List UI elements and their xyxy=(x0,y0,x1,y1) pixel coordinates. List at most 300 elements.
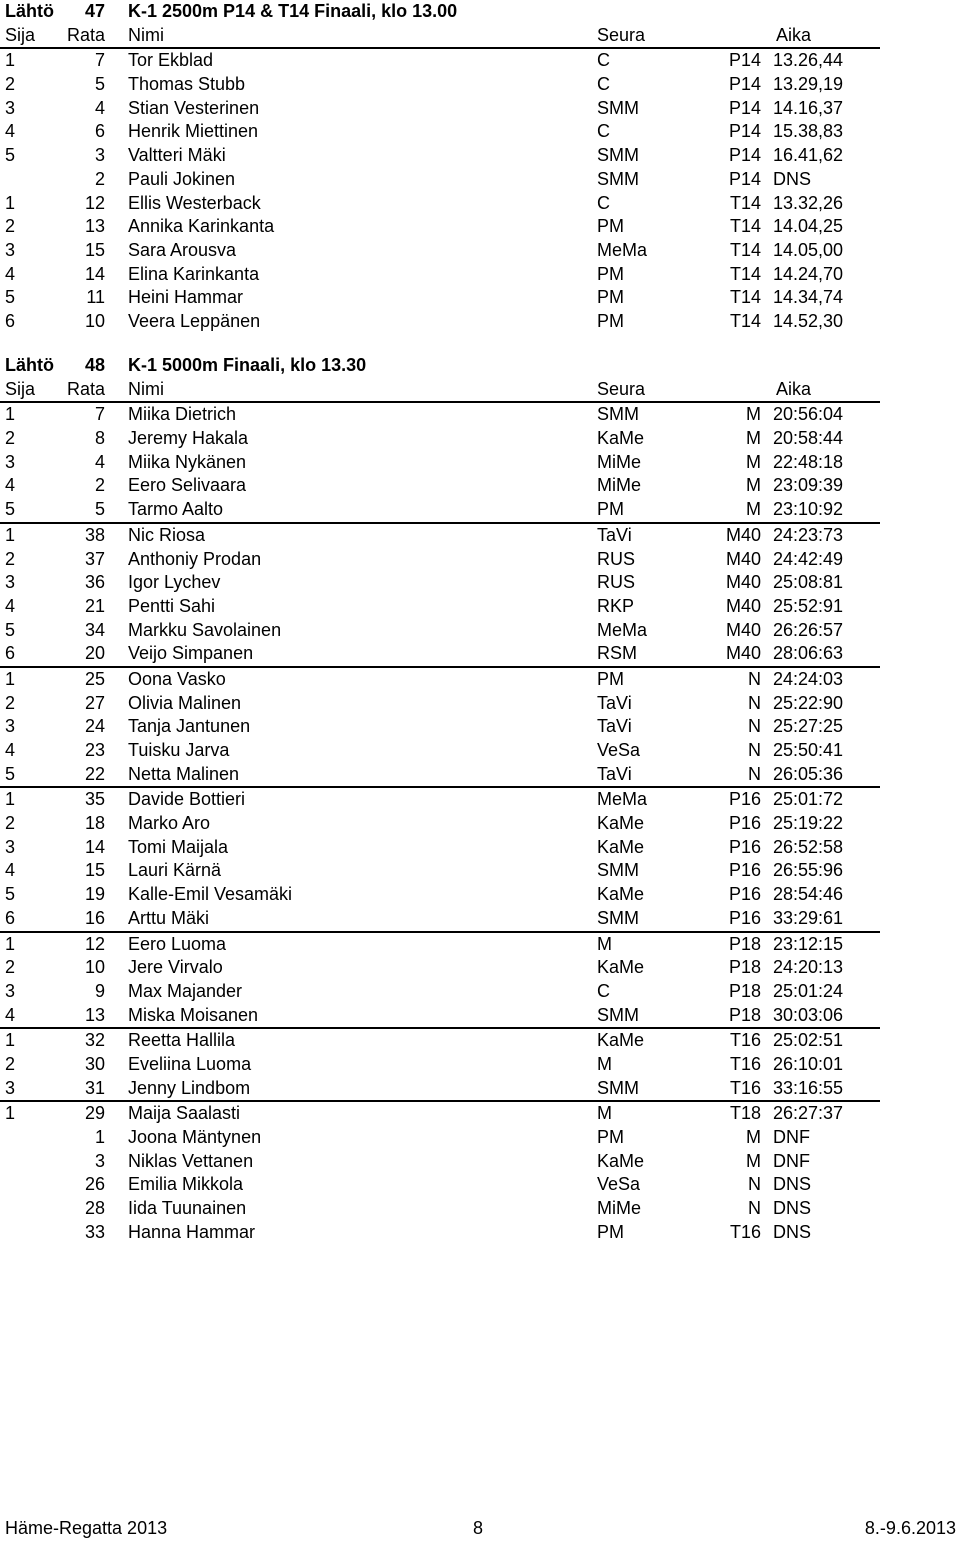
header-rata: Rata xyxy=(66,378,105,399)
cell-class: N xyxy=(748,692,761,713)
cell-rata: 28 xyxy=(84,1198,105,1219)
cell-class: P14 xyxy=(728,121,761,142)
cell-aika: 25:02:51 xyxy=(773,1030,844,1051)
cell-sija: 5 xyxy=(5,763,16,784)
cell-class: N xyxy=(748,763,761,784)
cell-seura: SMM xyxy=(597,168,639,189)
cell-class: P18 xyxy=(728,980,761,1001)
cell-rata: 10 xyxy=(84,957,105,978)
cell-nimi: Oona Vasko xyxy=(128,668,226,689)
cell-class: P14 xyxy=(728,168,761,189)
cell-seura: MiMe xyxy=(597,451,641,472)
cell-seura: TaVi xyxy=(597,716,632,737)
cell-class: P16 xyxy=(728,907,761,928)
cell-class: N xyxy=(748,716,761,737)
cell-class: T14 xyxy=(729,287,761,308)
lahto-label: Lähtö xyxy=(5,1,54,21)
table-row xyxy=(0,1102,880,1126)
cell-seura: MiMe xyxy=(597,475,641,496)
cell-sija: 5 xyxy=(5,499,16,520)
table-row xyxy=(0,1197,880,1221)
cell-aika: 22:48:18 xyxy=(773,451,844,472)
cell-sija: 4 xyxy=(5,121,16,142)
cell-class: M40 xyxy=(725,548,761,569)
cell-aika: DNF xyxy=(773,1127,810,1147)
cell-nimi: Hanna Hammar xyxy=(128,1221,256,1242)
cell-aika: DNS xyxy=(773,168,812,189)
cell-class: P16 xyxy=(728,789,761,810)
cell-nimi: Thomas Stubb xyxy=(128,74,246,95)
cell-seura: C xyxy=(597,50,610,71)
cell-rata: 4 xyxy=(94,451,105,472)
table-row xyxy=(0,571,880,595)
cell-sija: 2 xyxy=(5,428,16,449)
cell-class: P18 xyxy=(728,957,761,978)
table-row xyxy=(0,595,880,619)
cell-seura: VeSa xyxy=(597,740,641,760)
cell-seura: C xyxy=(597,74,610,95)
header-sija: Sija xyxy=(5,378,36,399)
race-title: K-1 2500m P14 & T14 Finaali, klo 13.00 xyxy=(128,1,458,21)
cell-aika: 13.26,44 xyxy=(773,50,844,71)
cell-nimi: Valtteri Mäki xyxy=(128,145,226,166)
cell-class: P14 xyxy=(728,50,761,71)
cell-aika: 14.34,74 xyxy=(773,287,844,308)
cell-nimi: Miika Dietrich xyxy=(128,404,237,425)
cell-nimi: Sara Arousva xyxy=(128,239,237,260)
cell-sija: 1 xyxy=(5,668,16,689)
cell-class: N xyxy=(748,1198,761,1219)
cell-nimi: Davide Bottieri xyxy=(128,789,246,810)
cell-sija: 3 xyxy=(5,451,16,472)
cell-aika: DNS xyxy=(773,1198,812,1219)
cell-class: P16 xyxy=(728,860,761,881)
cell-nimi: Iida Tuunainen xyxy=(128,1198,247,1219)
cell-sija: 2 xyxy=(5,1053,16,1074)
cell-class: M40 xyxy=(725,572,761,593)
table-row xyxy=(0,788,880,812)
cell-class: P14 xyxy=(728,145,761,166)
cell-rata: 7 xyxy=(94,404,105,425)
cell-rata: 22 xyxy=(84,763,105,784)
table-row xyxy=(0,239,880,263)
table-row xyxy=(0,120,880,144)
cell-seura: PM xyxy=(597,1127,624,1147)
table-row xyxy=(0,859,880,883)
table-row xyxy=(0,836,880,860)
cell-seura: PM xyxy=(597,310,624,331)
cell-rata: 31 xyxy=(84,1077,105,1098)
cell-class: T14 xyxy=(729,310,761,331)
cell-rata: 4 xyxy=(94,97,105,118)
cell-sija: 4 xyxy=(5,475,16,496)
cell-seura: M xyxy=(597,1103,612,1124)
cell-aika: 25:27:25 xyxy=(773,716,844,737)
cell-seura: SMM xyxy=(597,97,639,118)
table-row xyxy=(0,619,880,643)
cell-aika: 25:22:90 xyxy=(773,692,844,713)
cell-aika: 14.05,00 xyxy=(773,239,844,260)
cell-rata: 13 xyxy=(84,216,105,237)
cell-sija: 2 xyxy=(5,813,16,834)
race-title-row xyxy=(0,354,880,378)
cell-nimi: Eveliina Luoma xyxy=(128,1053,252,1074)
cell-sija: 6 xyxy=(5,643,16,664)
cell-nimi: Emilia Mikkola xyxy=(128,1174,244,1195)
cell-seura: KaMe xyxy=(597,836,645,857)
cell-seura: KaMe xyxy=(597,813,645,834)
cell-aika: 15.38,83 xyxy=(773,121,844,142)
cell-class: N xyxy=(748,740,761,760)
cell-seura: MiMe xyxy=(597,1198,641,1219)
cell-seura: PM xyxy=(597,499,624,520)
cell-nimi: Tuisku Jarva xyxy=(128,740,230,760)
cell-rata: 5 xyxy=(94,74,105,95)
cell-aika: 25:50:41 xyxy=(773,740,844,760)
table-row xyxy=(0,498,880,524)
cell-sija: 1 xyxy=(5,789,16,810)
table-row xyxy=(0,427,880,451)
cell-class: T16 xyxy=(729,1053,761,1074)
table-row xyxy=(0,168,880,192)
cell-rata: 33 xyxy=(84,1221,105,1242)
race-title: K-1 5000m Finaali, klo 13.30 xyxy=(128,355,367,375)
cell-aika: 30:03:06 xyxy=(773,1004,844,1025)
cell-class: M40 xyxy=(725,643,761,664)
cell-class: M xyxy=(746,1127,761,1147)
header-rata: Rata xyxy=(66,24,105,45)
cell-seura: RUS xyxy=(597,548,636,569)
cell-class: M xyxy=(746,499,761,520)
cell-seura: PM xyxy=(597,287,624,308)
cell-rata: 16 xyxy=(84,907,105,928)
page-footer xyxy=(0,1516,960,1540)
cell-rata: 12 xyxy=(84,192,105,213)
cell-class: P14 xyxy=(728,97,761,118)
cell-rata: 12 xyxy=(84,933,105,954)
footer-page-number: 8 xyxy=(473,1518,484,1538)
cell-sija: 2 xyxy=(5,216,16,237)
cell-aika: 26:10:01 xyxy=(773,1053,844,1074)
cell-sija: 1 xyxy=(5,524,16,545)
cell-rata: 34 xyxy=(84,619,105,640)
cell-nimi: Eero Luoma xyxy=(128,933,227,954)
cell-sija: 5 xyxy=(5,884,16,905)
cell-aika: 16.41,62 xyxy=(773,145,844,166)
cell-nimi: Tarmo Aalto xyxy=(128,499,224,520)
cell-class: M xyxy=(746,451,761,472)
cell-rata: 19 xyxy=(84,884,105,905)
cell-seura: SMM xyxy=(597,860,639,881)
cell-nimi: Netta Malinen xyxy=(128,763,240,784)
cell-sija: 2 xyxy=(5,957,16,978)
cell-sija: 4 xyxy=(5,1004,16,1025)
cell-aika: 24:20:13 xyxy=(773,957,844,978)
cell-rata: 3 xyxy=(94,145,105,166)
cell-sija: 6 xyxy=(5,310,16,331)
table-row xyxy=(0,812,880,836)
cell-seura: KaMe xyxy=(597,884,645,905)
cell-seura: MeMa xyxy=(597,789,648,810)
table-row xyxy=(0,1173,880,1197)
cell-seura: SMM xyxy=(597,404,639,425)
table-row xyxy=(0,980,880,1004)
table-row xyxy=(0,907,880,933)
header-nimi: Nimi xyxy=(128,24,164,45)
cell-sija: 3 xyxy=(5,716,16,737)
table-row xyxy=(0,642,880,668)
results-table-body xyxy=(0,403,880,1244)
cell-rata: 25 xyxy=(84,668,105,689)
cell-aika: 23:10:92 xyxy=(773,499,844,520)
cell-aika: 20:58:44 xyxy=(773,428,844,449)
cell-nimi: Veijo Simpanen xyxy=(128,643,254,664)
cell-rata: 36 xyxy=(84,572,105,593)
cell-aika: 28:54:46 xyxy=(773,884,844,905)
cell-class: M xyxy=(746,475,761,496)
cell-class: P14 xyxy=(728,74,761,95)
cell-class: T14 xyxy=(729,239,761,260)
table-row xyxy=(0,933,880,957)
cell-nimi: Pauli Jokinen xyxy=(128,168,236,189)
cell-seura: SMM xyxy=(597,145,639,166)
cell-aika: 23:09:39 xyxy=(773,475,844,496)
table-row xyxy=(0,49,880,73)
cell-nimi: Heini Hammar xyxy=(128,287,244,308)
race-number: 47 xyxy=(84,1,105,21)
cell-sija: 3 xyxy=(5,980,16,1001)
cell-seura: SMM xyxy=(597,907,639,928)
cell-sija: 5 xyxy=(5,287,16,308)
table-row xyxy=(0,956,880,980)
table-header xyxy=(0,24,880,50)
table-row xyxy=(0,97,880,121)
cell-sija: 4 xyxy=(5,595,16,616)
cell-sija: 1 xyxy=(5,933,16,954)
cell-rata: 9 xyxy=(94,980,105,1001)
cell-rata: 1 xyxy=(94,1127,105,1147)
table-row xyxy=(0,1053,880,1077)
table-row xyxy=(0,1126,880,1150)
cell-aika: 25:08:81 xyxy=(773,572,844,593)
cell-nimi: Joona Mäntynen xyxy=(128,1127,262,1147)
race-48 xyxy=(0,354,880,1244)
cell-class: T16 xyxy=(729,1030,761,1051)
cell-sija: 3 xyxy=(5,1077,16,1098)
cell-class: M xyxy=(746,404,761,425)
cell-seura: PM xyxy=(597,668,624,689)
cell-sija: 2 xyxy=(5,692,16,713)
cell-rata: 38 xyxy=(84,524,105,545)
cell-class: T16 xyxy=(729,1077,761,1098)
table-row xyxy=(0,403,880,427)
cell-rata: 24 xyxy=(84,716,105,737)
cell-rata: 2 xyxy=(94,168,105,189)
cell-sija: 1 xyxy=(5,50,16,71)
cell-aika: 26:55:96 xyxy=(773,860,844,881)
cell-aika: 26:52:58 xyxy=(773,836,844,857)
table-row xyxy=(0,739,880,763)
cell-rata: 26 xyxy=(84,1174,105,1195)
table-row xyxy=(0,73,880,97)
cell-rata: 14 xyxy=(84,836,105,857)
cell-aika: 14.24,70 xyxy=(773,263,844,284)
table-row xyxy=(0,310,880,334)
cell-nimi: Niklas Vettanen xyxy=(128,1150,254,1171)
table-row xyxy=(0,215,880,239)
table-row xyxy=(0,883,880,907)
cell-seura: M xyxy=(597,1053,612,1074)
cell-rata: 13 xyxy=(84,1004,105,1025)
cell-aika: 33:29:61 xyxy=(773,907,844,928)
cell-rata: 35 xyxy=(84,789,105,810)
cell-aika: DNS xyxy=(773,1221,812,1242)
cell-sija: 3 xyxy=(5,239,16,260)
table-row xyxy=(0,1221,880,1245)
cell-sija: 1 xyxy=(5,1030,16,1051)
cell-aika: 28:06:63 xyxy=(773,643,844,664)
cell-class: P16 xyxy=(728,836,761,857)
cell-nimi: Tanja Jantunen xyxy=(128,716,251,737)
cell-aika: 14.16,37 xyxy=(773,97,844,118)
cell-nimi: Arttu Mäki xyxy=(128,907,210,928)
footer-event: Häme-Regatta 2013 xyxy=(5,1518,168,1538)
table-row xyxy=(0,763,880,789)
cell-class: T16 xyxy=(729,1221,761,1242)
cell-class: P18 xyxy=(728,933,761,954)
cell-rata: 21 xyxy=(84,595,105,616)
table-row xyxy=(0,1150,880,1174)
cell-rata: 27 xyxy=(84,692,105,713)
cell-sija: 2 xyxy=(5,74,16,95)
results-table-body xyxy=(0,49,880,333)
cell-sija: 3 xyxy=(5,836,16,857)
cell-rata: 30 xyxy=(84,1053,105,1074)
cell-seura: M xyxy=(597,933,612,954)
cell-class: P16 xyxy=(728,813,761,834)
cell-aika: 26:27:37 xyxy=(773,1103,844,1124)
cell-nimi: Marko Aro xyxy=(128,813,211,834)
cell-seura: PM xyxy=(597,263,624,284)
header-nimi: Nimi xyxy=(128,378,164,399)
cell-seura: PM xyxy=(597,216,624,237)
cell-rata: 10 xyxy=(84,310,105,331)
cell-nimi: Lauri Kärnä xyxy=(128,860,222,881)
cell-class: M40 xyxy=(725,595,761,616)
cell-seura: C xyxy=(597,121,610,142)
cell-nimi: Jeremy Hakala xyxy=(128,428,249,449)
cell-class: T14 xyxy=(729,216,761,237)
cell-rata: 3 xyxy=(94,1150,105,1171)
cell-sija: 1 xyxy=(5,192,16,213)
table-row xyxy=(0,263,880,287)
cell-seura: RUS xyxy=(597,572,636,593)
cell-seura: TaVi xyxy=(597,692,632,713)
cell-rata: 18 xyxy=(84,813,105,834)
table-row xyxy=(0,1004,880,1030)
table-row xyxy=(0,451,880,475)
cell-nimi: Henrik Miettinen xyxy=(128,121,259,142)
cell-sija: 5 xyxy=(5,619,16,640)
table-row xyxy=(0,1077,880,1103)
cell-aika: 13.29,19 xyxy=(773,74,844,95)
cell-nimi: Jere Virvalo xyxy=(128,957,223,978)
cell-nimi: Igor Lychev xyxy=(128,572,221,593)
cell-sija: 6 xyxy=(5,907,16,928)
cell-seura: SMM xyxy=(597,1077,639,1098)
cell-class: N xyxy=(748,668,761,689)
cell-nimi: Pentti Sahi xyxy=(128,595,216,616)
header-seura: Seura xyxy=(597,378,646,399)
cell-sija: 4 xyxy=(5,860,16,881)
cell-nimi: Stian Vesterinen xyxy=(128,97,260,118)
cell-seura: MeMa xyxy=(597,239,648,260)
cell-rata: 2 xyxy=(94,475,105,496)
cell-aika: 23:12:15 xyxy=(773,933,844,954)
cell-class: N xyxy=(748,1174,761,1195)
cell-aika: 25:01:72 xyxy=(773,789,844,810)
cell-nimi: Annika Karinkanta xyxy=(128,216,275,237)
cell-seura: C xyxy=(597,192,610,213)
cell-nimi: Anthoniy Prodan xyxy=(128,548,262,569)
cell-nimi: Max Majander xyxy=(128,980,243,1001)
race-number: 48 xyxy=(84,355,105,375)
cell-rata: 11 xyxy=(86,287,105,308)
cell-sija: 2 xyxy=(5,548,16,569)
cell-sija: 3 xyxy=(5,97,16,118)
cell-seura: KaMe xyxy=(597,428,645,449)
race-47 xyxy=(0,0,880,334)
cell-seura: TaVi xyxy=(597,524,632,545)
cell-nimi: Elina Karinkanta xyxy=(128,263,260,284)
cell-sija: 1 xyxy=(5,1103,16,1124)
table-row xyxy=(0,474,880,498)
cell-rata: 6 xyxy=(94,121,105,142)
cell-nimi: Veera Leppänen xyxy=(128,310,261,331)
cell-aika: 25:01:24 xyxy=(773,980,844,1001)
cell-seura: VeSa xyxy=(597,1174,641,1195)
cell-sija: 4 xyxy=(5,263,16,284)
cell-nimi: Maija Saalasti xyxy=(128,1103,241,1124)
table-row xyxy=(0,668,880,692)
cell-sija: 5 xyxy=(5,145,16,166)
header-aika: Aika xyxy=(776,378,812,399)
cell-rata: 5 xyxy=(94,499,105,520)
cell-rata: 32 xyxy=(84,1030,105,1051)
cell-nimi: Reetta Hallila xyxy=(128,1030,236,1051)
cell-aika: 24:24:03 xyxy=(773,668,844,689)
cell-sija: 1 xyxy=(5,404,16,425)
cell-nimi: Miika Nykänen xyxy=(128,451,247,472)
cell-class: M40 xyxy=(725,619,761,640)
cell-aika: 24:42:49 xyxy=(773,548,844,569)
table-header xyxy=(0,378,880,404)
cell-class: P18 xyxy=(728,1004,761,1025)
cell-aika: DNF xyxy=(773,1150,810,1171)
cell-rata: 15 xyxy=(84,860,105,881)
cell-sija: 4 xyxy=(5,740,16,760)
cell-aika: 25:19:22 xyxy=(773,813,844,834)
race-title-row xyxy=(0,0,880,24)
cell-class: M40 xyxy=(725,524,761,545)
cell-seura: KaMe xyxy=(597,957,645,978)
footer-dates: 8.-9.6.2013 xyxy=(864,1518,956,1538)
cell-rata: 23 xyxy=(84,740,105,760)
cell-nimi: Olivia Malinen xyxy=(128,692,242,713)
table-row xyxy=(0,192,880,216)
cell-rata: 37 xyxy=(84,548,105,569)
cell-nimi: Eero Selivaara xyxy=(128,475,247,496)
